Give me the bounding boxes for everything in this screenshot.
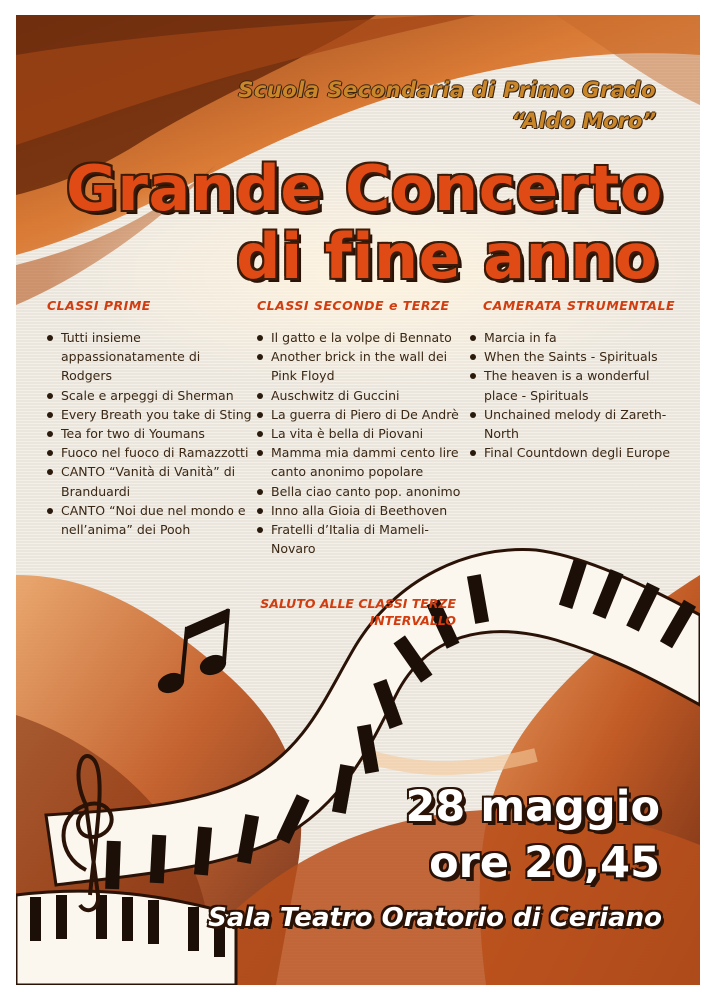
list-item: Il gatto e la volpe di Bennato (255, 328, 467, 347)
list-item: Fratelli d’Italia di Mameli-Novaro (255, 520, 467, 558)
title-line2: di fine anno (236, 220, 658, 293)
list-item: Final Countdown degli Europe (468, 443, 672, 462)
list-item: The heaven is a wonderful place - Spirituals (468, 366, 672, 404)
list-item: Unchained melody di Zareth-North (468, 405, 672, 443)
column-heading-classi-prime: CLASSI PRIME (47, 298, 151, 313)
concert-poster (16, 15, 700, 985)
list-item: La guerra di Piero di De Andrè (255, 405, 467, 424)
list-item: Inno alla Gioia di Beethoven (255, 501, 467, 520)
school-name-line2: “Aldo Moro” (511, 109, 656, 133)
list-item: Every Breath you take di Sting (45, 405, 255, 424)
list-item: Bella ciao canto pop. anonimo (255, 482, 467, 501)
note-saluto-classi-terze: SALUTO ALLE CLASSI TERZE (260, 596, 456, 611)
column-heading-camerata: CAMERATA STRUMENTALE (483, 298, 675, 313)
list-item: Auschwitz di Guccini (255, 386, 467, 405)
event-date: 28 maggio (405, 782, 660, 832)
list-item: Another brick in the wall dei Pink Floyd (255, 347, 467, 385)
list-item: When the Saints - Spirituals (468, 347, 672, 366)
list-item: Scale e arpeggi di Sherman (45, 386, 255, 405)
list-item: CANTO “Noi due nel mondo e nell’anima” dei Pooh (45, 501, 255, 539)
event-venue: Sala Teatro Oratorio di Ceriano (208, 903, 662, 933)
program-list-camerata (468, 328, 672, 462)
note-intervallo: INTERVALLO (369, 613, 456, 628)
list-item: Tea for two di Youmans (45, 424, 255, 443)
title-line1: Grande Concerto (66, 152, 663, 225)
list-item: CANTO “Vanità di Vanità” di Branduardi (45, 462, 255, 500)
list-item: Tutti insieme appassionatamente di Rodgers (45, 328, 255, 386)
list-item: Marcia in fa (468, 328, 672, 347)
list-item: Fuoco nel fuoco di Ramazzotti (45, 443, 255, 462)
column-heading-classi-seconde-terze: CLASSI SECONDE e TERZE (257, 298, 450, 313)
program-list-classi-seconde-terze (255, 328, 467, 558)
program-list-classi-prime (45, 328, 255, 539)
list-item: Mamma mia dammi cento lire canto anonimo popolare (255, 443, 467, 481)
event-time: ore 20,45 (429, 838, 660, 888)
list-item: La vita è bella di Piovani (255, 424, 467, 443)
school-name-line1: Scuola Secondaria di Primo Grado (238, 78, 656, 102)
